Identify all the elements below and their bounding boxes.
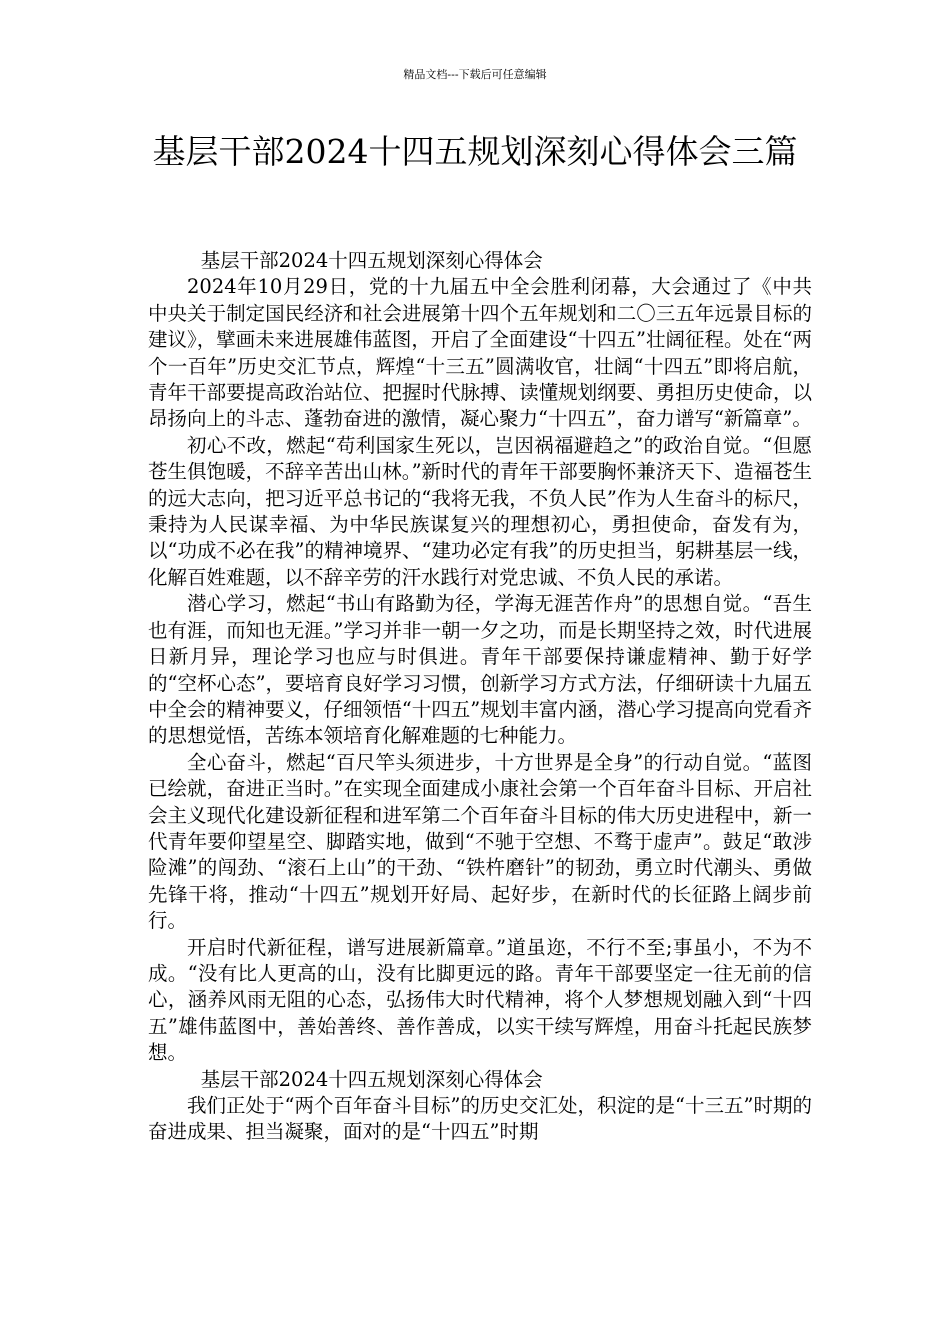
document-body <box>148 248 812 1146</box>
paragraph: 开启时代新征程，谱写进展新篇章。”道虽迩，不行不至;事虽小，不为不成。“没有比人更高的山，没有比脚更远的路。青年干部要坚定一往无前的信心，涵养风雨无阻的心态，弘扬伟大时代精神，将个人梦想规划融入到“十四五”雄伟蓝图中，善始善终、善作善成，以实干续写辉煌，用奋斗托起民族梦想。 <box>148 935 812 1065</box>
document-title: 基层干部2024十四五规划深刻心得体会三篇 <box>152 132 798 171</box>
paragraph: 潜心学习，燃起“书山有路勤为径，学海无涯苦作舟”的思想自觉。“吾生也有涯，而知也无涯。”学习并非一朝一夕之功，而是长期坚持之效，时代进展日新月异，理论学习也应与时俱进。青年干部要保持谦虚精神、勤于好学的“空杯心态”，要培育良好学习习惯，创新学习方式方法，仔细研读十九届五中全会的精神要义，仔细领悟“十四五”规划丰富内涵，潜心学习提高向党看齐的思想觉悟，苦练本领培育化解难题的七种能力。 <box>148 592 812 748</box>
paragraph: 2024年10月29日，党的十九届五中全会胜利闭幕，大会通过了《中共中央关于制定国民经济和社会进展第十四个五年规划和二〇三五年远景目标的建议》，擘画未来进展雄伟蓝图，开启了全面建设“十四五”壮阔征程。处在“两个一百年”历史交汇节点，辉煌“十三五”圆满收官，壮阔“十四五”即将启航，青年干部要提高政治站位、把握时代脉搏、读懂规划纲要、勇担历史使命，以昂扬向上的斗志、蓬勃奋进的激情，凝心聚力“十四五”，奋力谱写“新篇章”。 <box>148 275 812 431</box>
paragraph: 全心奋斗，燃起“百尺竿头须进步，十方世界是全身”的行动自觉。“蓝图已绘就，奋进正当时。”在实现全面建成小康社会第一个百年奋斗目标、开启社会主义现代化建设新征程和进军第二个百年奋斗目标的伟大历史进程中，新一代青年要仰望星空、脚踏实地，做到“不驰于空想、不骛于虚声”。鼓足“敢涉险滩”的闯劲、“滚石上山”的干劲、“铁杵磨针”的韧劲，勇立时代潮头、勇做先锋干将，推动“十四五”规划开好局、起好步，在新时代的长征路上阔步前行。 <box>148 750 812 933</box>
section-heading: 基层干部2024十四五规划深刻心得体会 <box>200 1067 543 1091</box>
paragraph: 我们正处于“两个百年奋斗目标”的历史交汇处，积淀的是“十三五”时期的奋进成果、担当凝聚，面对的是“十四五”时期 <box>148 1094 812 1144</box>
section-heading: 基层干部2024十四五规划深刻心得体会 <box>200 249 543 272</box>
paragraph: 初心不改，燃起“苟利国家生死以，岂因祸福避趋之”的政治自觉。“但愿苍生俱饱暖，不辞辛苦出山林。”新时代的青年干部要胸怀兼济天下、造福苍生的远大志向，把习近平总书记的“我将无我，不负人民”作为人生奋斗的标尺，秉持为人民谋幸福、为中华民族谋复兴的理想初心，勇担使命，奋发有为，以“功成不必在我”的精神境界、“建功必定有我”的历史担当，躬耕基层一线，化解百姓难题，以不辞辛劳的汗水践行对党忠诚、不负人民的承诺。 <box>148 433 812 589</box>
page-header-note: 精品文档---下载后可任意编辑 <box>403 68 547 81</box>
